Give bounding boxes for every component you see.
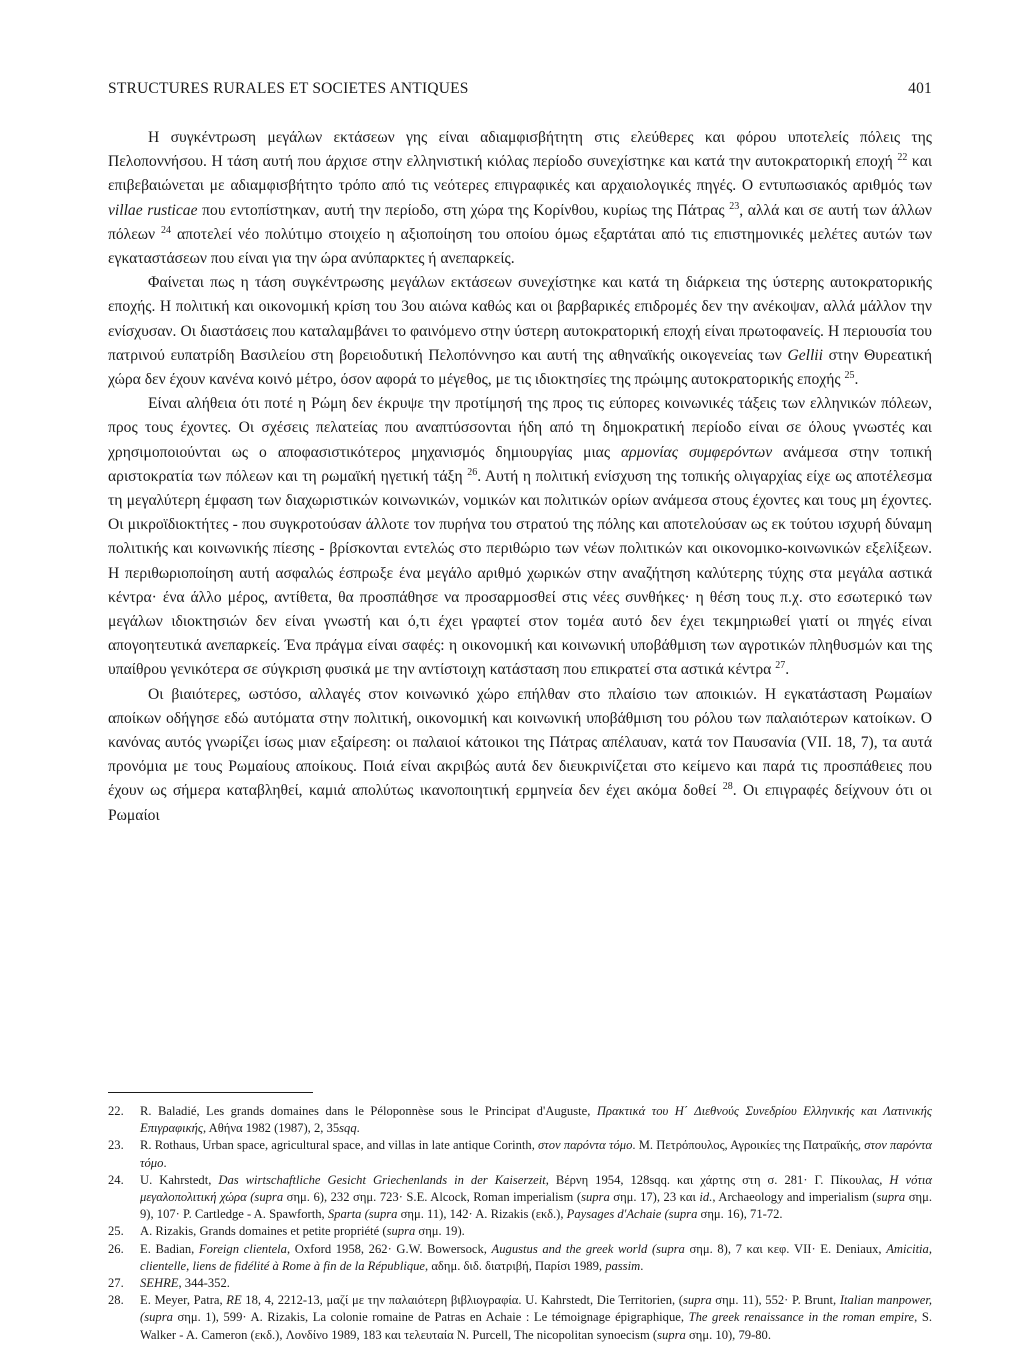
footnote-ref-27[interactable]: 27 bbox=[775, 660, 786, 672]
running-head bbox=[108, 80, 932, 98]
footnote-text: E. Meyer, Patra, RE 18, 4, 2212-13, μαζί με την παλαιότερη βιβλιογραφία. U. Kahrstedt, Die Territorien, (supra σημ. 11), 552· P. Brunt, Italian manpower, (supra σημ. 1), 599· A. Rizakis, La colonie romaine de Patras en Achaie : Le témoignage épigraphique, The greek renaissance in the roman empire, S. Walker - A. Cameron (εκδ.), Λονδίνο 1989, 183 και τελευταία N. Purcell, The nicopolitan synoecism (supra σημ. 10), 79-80. bbox=[140, 1293, 933, 1342]
footnote-number: 25. bbox=[108, 1224, 124, 1239]
footnote-23 bbox=[108, 1137, 932, 1171]
footnote-25 bbox=[108, 1223, 932, 1240]
paragraph-2: Φαίνεται πως η τάση συγκέντρωσης μεγάλων εκτάσεων συνεχίστηκε και κατά τη διάρκεια της ύστερης αυτοκρατορικής εποχής. Η πολιτική και οικονομική κρίση του 3ου αιώνα καθώς και οι βαρβαρικές επιδρομές δεν την ανέκοψαν, αλλά μάλλον την ενίσχυσαν. Οι διαστάσεις που καταλαμβάνει το φαινόμενο στην ύστερη αυτοκρατορική εποχή είναι πρωτοφανείς. Η περιουσία του πατρινού ευπατρίδη Βασιλείου στη βορειοδυτική Πελοπόννησο και αυτή της αθηναϊκής οικογενείας των Gellii στην Θυρεατική χώρα δεν έχουν κανένα κοινό μέτρο, όσον αφορά το μέγεθος, με τις ιδιοκτησίες της πρώιμης αυτοκρατορικής εποχής $^{25}$. bbox=[108, 274, 932, 389]
footnote-text: R. Rothaus, Urban space, agricultural space, and villas in late antique Corinth, στον παρόντα τόμο. Μ. Πετρόπουλος, Αγροικίες της Πατραϊκής, στον παρόντα τόμο. bbox=[140, 1138, 932, 1170]
running-title: STRUCTURES RURALES ET SOCIETES ANTIQUES bbox=[108, 80, 469, 97]
page-number: 401 bbox=[908, 80, 932, 97]
footnote-number: 28. bbox=[108, 1293, 124, 1308]
paragraph-1: Η συγκέντρωση μεγάλων εκτάσεων γης είναι αδιαμφισβήτητη στις ελεύθερες και φόρου υποτελείς πόλεις της Πελοποννήσου. Η τάση αυτή που άρχισε στην ελληνιστική κιόλας περίοδο συνεχίστηκε και κατά την αυτοκρατορική εποχή $^{22}$ και επιβεβαιώνεται με αδιαμφισβήτητο τρόπο από τις νεότερες επιγραφικές και αρχαιολογικές πηγές. Ο εντυπωσιακός αριθμός των villae rusticae που εντοπίστηκαν, αυτή την περίοδο, στη χώρα της Κορίνθου, κυρίως της Πάτρας $^{23}$, αλλά και σε αυτή των άλλων πόλεων $^{24}$ αποτελεί νέο πολύτιμο στοιχείο η αξιοποίηση του οποίου όμως εξαρτάται από τις επιστημονικές μελέτες αυτών των εγκαταστάσεων που είναι για την ώρα ανύπαρκτες ή ανεπαρκείς. bbox=[108, 129, 933, 268]
footnote-number: 24. bbox=[108, 1172, 124, 1187]
paragraph-3: Είναι αλήθεια ότι ποτέ η Ρώμη δεν έκρυψε την προτίμησή της προς τις εύπορες κοινωνικές τάξεις των ελληνικών πόλεων, προς τους έχοντες. Οι σχέσεις πελατείας που αναπτύσσονται ήδη από τη δημοκρατική περίοδο είναι σε όλους γνωστές και χρησιμοποιούνται ως ο αποφασιστικότερος μηχανισμός δημιουργίας μιας αρμονίας συμφερόντων ανάμεσα στην τοπική αριστοκρατία των πόλεων και τη ρωμαϊκή ηγετική τάξη $^{26}$. Αυτή η πολιτική ενίσχυση της τοπικής ολιγαρχίας είχε ως αποτέλεσμα τη μεγαλύτερη έμφαση των διαχωριστικών κοινωνικών, νομικών και πολιτικών ορίων ανάμεσα στους έχοντες και τους μη έχοντες. Οι μικροϊδιοκτήτες - που συγκροτούσαν άλλοτε τον πυρήνα του στρατού της πόλης και αποτελούσαν ως εκ τούτου ισχυρή δύναμη πολιτικής και κοινωνικής πίεσης - βρίσκονται εντελώς στο περιθώριο των νέων πολιτικών και οικονομικο-κοινωνικών εξελίξεων. Η περιθωριοποίηση αυτή ασφαλώς έσπρωξε ένα μεγάλο αριθμό χωρικών στην αναζήτηση καλύτερης τύχης στα μεγάλα αστικά κέντρα· ένα άλλο μέρος, αντίθετα, θα προσπάθησε να προσαρμοσθεί στις νέες συνθήκες· η θέση τους π.χ. στο εσωτερικό των μεγάλων ιδιοκτησιών δεν είναι γνωστή και ό,τι έχει γραφτεί στον τομέα αυτό δεν έχει τεκμηριωθεί γιατί οι πηγές είναι απογοητευτικά ανεπαρκείς. Ένα πράγμα είναι σαφές: η οικονομική και κοινωνική υποβάθμιση των αγροτικών πληθυσμών και της υπαίθρου γενικότερα σε σύγκριση φυσικά με την αντίστοιχη κατάσταση που επικρατεί στα αστικά κέντρα $^{27}$. bbox=[108, 395, 932, 679]
footnote-text: R. Baladié, Les grands domaines dans le Péloponnèse sous le Principat d'Auguste, Πρακτικά του Η΄ Διεθνούς Συνεδρίου Ελληνικής και Λατινικής Επιγραφικής, Αθήνα 1982 (1987), 2, 35sqq. bbox=[140, 1104, 932, 1136]
footnote-text: SEHRE, 344-352. bbox=[140, 1276, 230, 1291]
footnote-number: 26. bbox=[108, 1241, 124, 1256]
footnote-ref-25[interactable]: 25 bbox=[844, 370, 855, 382]
footnote-26 bbox=[108, 1241, 932, 1275]
footnotes bbox=[108, 1103, 932, 1344]
footnote-ref-26[interactable]: 26 bbox=[467, 466, 478, 478]
footnote-number: 23. bbox=[108, 1138, 124, 1153]
paragraph-4: Οι βιαιότερες, ωστόσο, αλλαγές στον κοινωνικό χώρο επήλθαν στο πλαίσιο των αποικιών. Η εγκατάσταση Ρωμαίων αποίκων οδήγησε εδώ αυτόματα στην πολιτική, οικονομική και κοινωνική υποβάθμιση του ρόλου των παλαιότερων κατοίκων. Ο κανόνας αυτός γνωρίζει ίσως μιαν εξαίρεση: οι παλαιοί κάτοικοι της Πάτρας απέλαυαν, κατά τον Παυσανία (VII. 18, 7), τα αυτά προνόμια με τους Ρωμαίους αποίκους. Ποιά είναι ακριβώς αυτά δεν διευκρινίζεται στο κείμενο και παρά τις προσπάθειες που έχουν ως σήμερα καταβληθεί, καμιά απολύτως ικανοποιητική ερμηνεία δεν έχει ακόμα δοθεί $^{28}$. Οι επιγραφές δείχνουν ότι οι Ρωμαίοι bbox=[108, 685, 933, 824]
footnote-ref-22[interactable]: 22 bbox=[897, 152, 908, 164]
footnote-ref-24[interactable]: 24 bbox=[161, 224, 172, 236]
footnote-text: A. Rizakis, Grands domaines et petite propriété (supra σημ. 19). bbox=[140, 1224, 465, 1239]
footnote-ref-28[interactable]: 28 bbox=[722, 781, 733, 793]
footnote-number: 27. bbox=[108, 1276, 124, 1291]
footnote-separator bbox=[108, 1092, 313, 1093]
footnote-27 bbox=[108, 1275, 932, 1292]
footnote-ref-23[interactable]: 23 bbox=[729, 200, 740, 212]
footnote-22 bbox=[108, 1103, 932, 1137]
term-gellii: Gellii bbox=[787, 346, 823, 364]
term-harmonia: αρμονίας συμφερόντων bbox=[620, 443, 773, 461]
footnote-number: 22. bbox=[108, 1104, 124, 1118]
footnote-text: U. Kahrstedt, Das wirtschaftliche Gesicht Griechenlands in der Kaiserzeit, Βέρνη 1954, 128sqq. και χάρτης στη σ. 281· Γ. Πίκουλας, Η νότια μεγαλοπολιτική χώρα (supra σημ. 6), 232 σημ. 723· S.E. Alcock, Roman imperialism (supra σημ. 17), 23 και id., Archaeology and imperialism (supra σημ. 9), 107· P. Cartledge - A. Spawforth, Sparta (supra σημ. 11), 142· A. Rizakis (εκδ.), Paysages d'Achaie (supra σημ. 16), 71-72. bbox=[140, 1172, 933, 1222]
footnote-24 bbox=[108, 1172, 932, 1224]
term-villae-rusticae: villae rusticae bbox=[108, 201, 198, 219]
footnote-text: E. Badian, Foreign clientela, Oxford 1958, 262· G.W. Bowersock, Augustus and the greek world (supra σημ. 8), 7 και κεφ. VII· E. Deniaux, Amicitia, clientelle, liens de fidélité à Rome à fin de la République, αδημ. διδ. διατριβή, Παρίσι 1989, passim. bbox=[140, 1241, 933, 1273]
footnote-28 bbox=[108, 1292, 932, 1344]
body-text bbox=[108, 126, 932, 828]
